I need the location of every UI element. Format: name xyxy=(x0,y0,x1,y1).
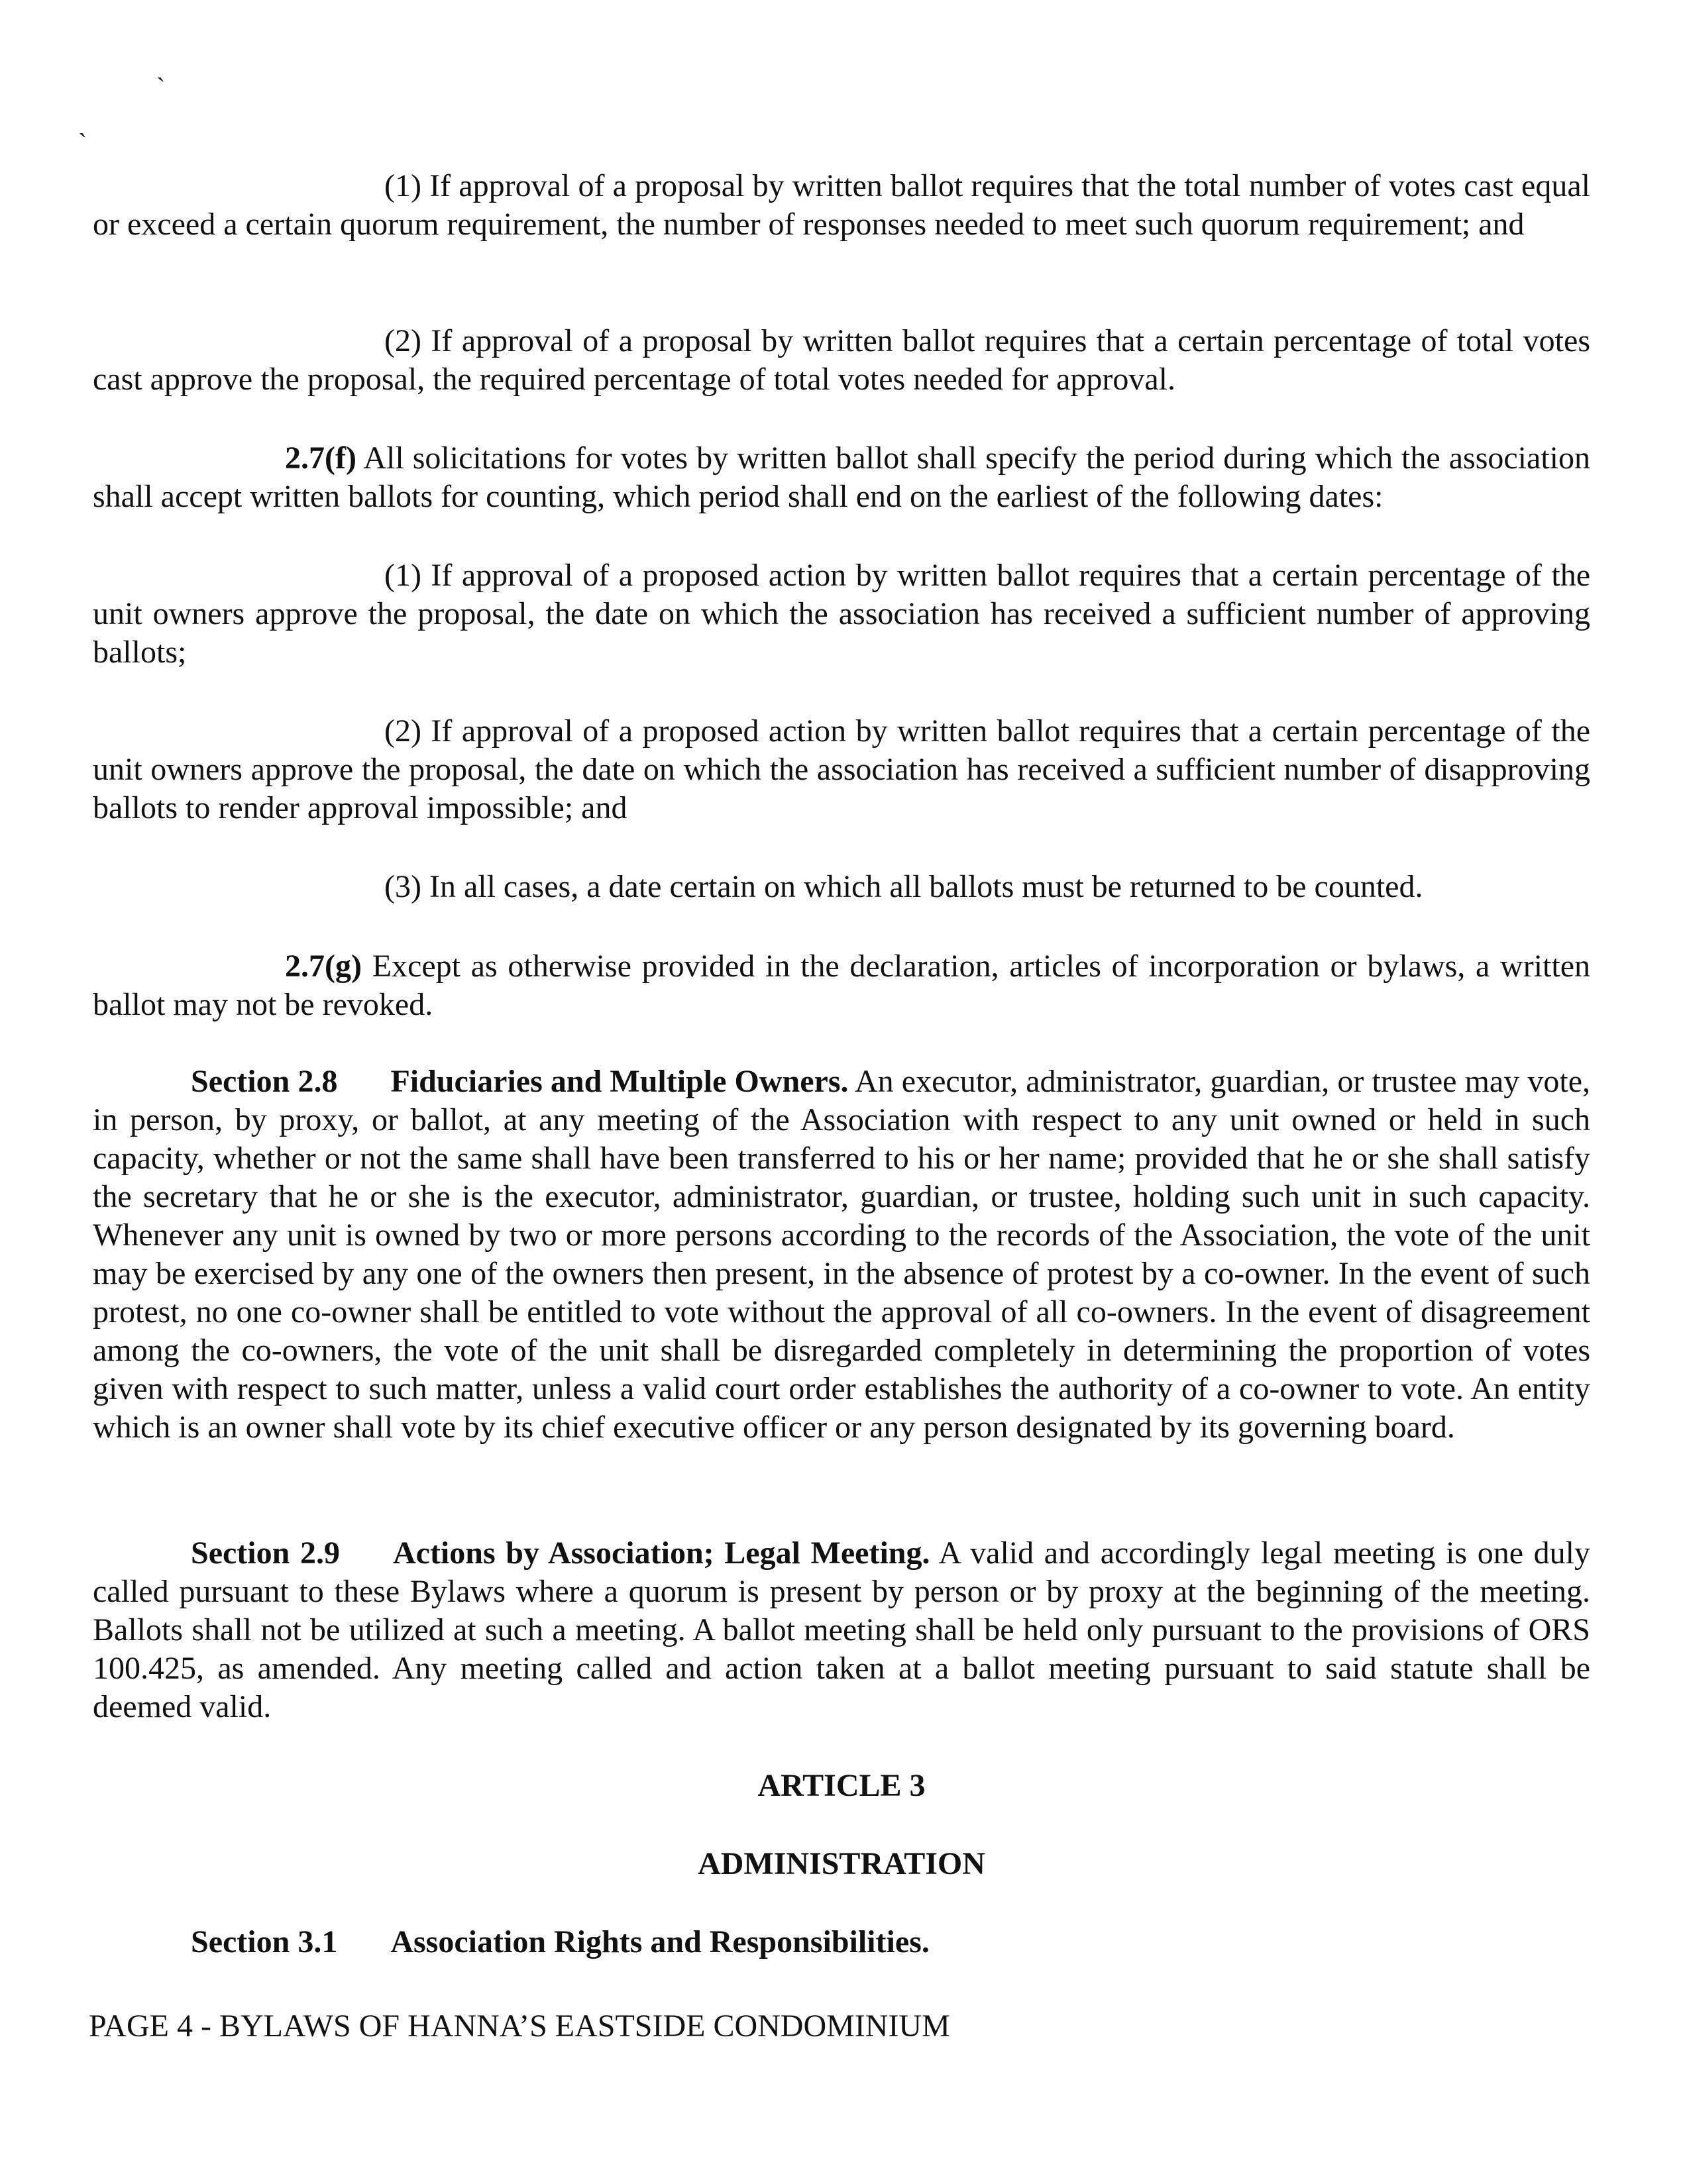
section-title: Actions by Association; Legal Meeting. xyxy=(392,1535,930,1571)
subparagraph-text: (2) If approval of a proposal by written ballot requires that a certain percentage of total votes cast approve the proposal, the required percentage of total votes needed for approval. xyxy=(93,323,1590,397)
subparagraph-text: (3) In all cases, a date certain on which all ballots must be returned to be counted. xyxy=(384,869,1423,904)
subparagraph-f1 xyxy=(93,556,1590,672)
stray-mark: ` xyxy=(78,128,87,158)
subparagraph-text: (1) If approval of a proposed action by written ballot requires that a certain percentage of the unit owners approve the proposal, the date on which the association has received a sufficient number of approving ballots; xyxy=(93,558,1590,670)
subparagraph-e1 xyxy=(93,167,1590,244)
section-title: Fiduciaries and Multiple Owners. xyxy=(390,1064,849,1099)
article-number: ARTICLE 3 xyxy=(757,1768,926,1803)
section-text: An executor, administrator, guardian, or trustee may vote, in person, by proxy, or ballot, at any meeting of the Association with respect to any unit owned or held in such capacity, whether or not the same shall have been transferred to his or her name; provided that he or she shall satisfy the secretary that he or she is the executor, administrator, guardian, or trustee, holding such unit in such capacity. Whenever any unit is owned by two or more persons according to the records of the Association, the vote of the unit may be exercised by any one of the owners then present, in the absence of protest by a co-owner. In the event of such protest, no one co-owner shall be entitled to vote without the approval of all co-owners. In the event of disagreement among the co-owners, the vote of the unit shall be disregarded completely in determining the proportion of votes given with respect to such matter, unless a valid court order establishes the authority of a co-owner to vote. An entity which is an owner shall vote by its chief executive officer or any person designated by its governing board. xyxy=(93,1064,1590,1445)
subparagraph-f3 xyxy=(93,868,1590,906)
paragraph-label: 2.7(g) xyxy=(285,949,362,984)
section-2-8 xyxy=(93,1063,1590,1447)
section-number: Section 3.1 xyxy=(191,1924,338,1959)
section-number: Section 2.8 xyxy=(191,1064,338,1099)
section-number: Section 2.9 xyxy=(191,1535,340,1571)
page-footer: PAGE 4 - BYLAWS OF HANNA’S EASTSIDE CONDOMINIUM xyxy=(89,2008,950,2044)
subparagraph-e2 xyxy=(93,322,1590,399)
paragraph-text: All solicitations for votes by written ballot shall specify the period during which the association shall accept written ballots for counting, which period shall end on the earliest of the following dates: xyxy=(93,441,1590,514)
section-text: A valid and accordingly legal meeting is one duly called pursuant to these Bylaws where a quorum is present by person or by proxy at the beginning of the meeting. Ballots shall not be utilized at such a meeting. A ballot meeting shall be held only pursuant to the provisions of ORS 100.425, as amended. Any meeting called and action taken at a ballot meeting pursuant to said statute shall be deemed valid. xyxy=(93,1535,1591,1724)
section-2-9 xyxy=(93,1534,1590,1726)
stray-mark: ` xyxy=(156,72,166,102)
subparagraph-text: (2) If approval of a proposed action by written ballot requires that a certain percentage of the unit owners approve the proposal, the date on which the association has received a sufficient number of disapproving ballots to render approval impossible; and xyxy=(93,713,1590,825)
subparagraph-text: (1) If approval of a proposal by written ballot requires that the total number of votes cast equal or exceed a certain quorum requirement, the number of responses needed to meet such quorum requirement; and xyxy=(93,168,1590,242)
paragraph-2-7-g xyxy=(93,947,1590,1024)
section-3-1 xyxy=(93,1923,1590,1961)
paragraph-2-7-f xyxy=(93,439,1590,516)
paragraph-text: Except as otherwise provided in the declaration, articles of incorporation or bylaws, a written ballot may not be revoked. xyxy=(93,949,1591,1022)
paragraph-label: 2.7(f) xyxy=(285,441,356,476)
section-title: Association Rights and Responsibilities. xyxy=(390,1924,930,1959)
article-title: ADMINISTRATION xyxy=(698,1846,985,1881)
subparagraph-f2 xyxy=(93,712,1590,827)
